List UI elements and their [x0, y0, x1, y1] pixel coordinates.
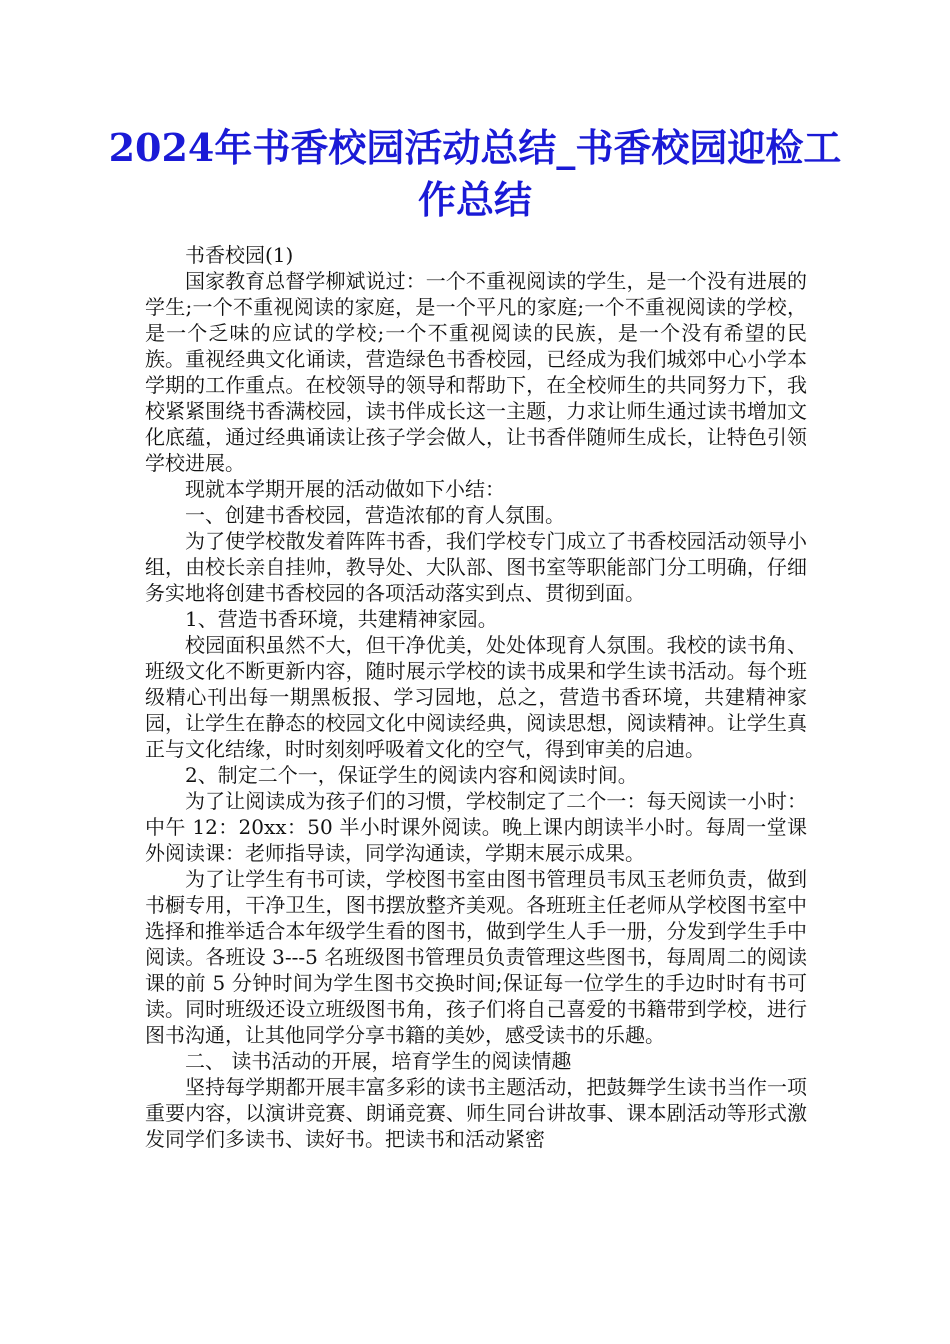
subsection-heading: 1、营造书香环境，共建精神家园。: [185, 607, 498, 631]
paragraph: 为了使学校散发着阵阵书香，我们学校专门成立了书香校园活动领导小组，由校长亲自挂帅，教导处、大队部、图书室等职能部门分工明确，仔细务实地将创建书香校园的各项活动落实到点、贯彻到面。: [145, 529, 807, 605]
paragraph: 校园面积虽然不大，但干净优美，处处体现育人氛围。我校的读书角、班级文化不断更新内容，随时展示学校的读书成果和学生读书活动。每个班级精心刊出每一期黑板报、学习园地，总之，营造书香环境，共建精神家园，让学生在静态的校园文化中阅读经典，阅读思想，阅读精神。让学生真正与文化结缘，时时刻刻呼吸着文化的空气，得到审美的启迪。: [145, 633, 807, 761]
paragraph: 为了让阅读成为孩子们的习惯，学校制定了二个一：每天阅读一小时：中午 12：20xx：50 半小时课外阅读。晚上课内朗读半小时。每周一堂课外阅读课：老师指导读，同学沟通读，学期末展示成果。: [145, 789, 807, 865]
paragraph: 坚持每学期都开展丰富多彩的读书主题活动，把鼓舞学生读书当作一项重要内容，以演讲竞赛、朗诵竞赛、师生同台讲故事、课本剧活动等形式激发同学们多读书、读好书。把读书和活动紧密: [145, 1075, 807, 1151]
paragraph: 为了让学生有书可读，学校图书室由图书管理员韦凤玉老师负责，做到书橱专用，干净卫生，图书摆放整齐美观。各班班主任老师从学校图书室中选择和推举适合本年级学生看的图书，做到学生人手一册，分发到学生手中阅读。各班设 3---5 名班级图书管理员负责管理这些图书，每周周二的阅读课的前 5 分钟时间为学生图书交换时间;保证每一位学生的手边时时有书可读。同时班级还设立班级图书角，孩子们将自己喜爱的书籍带到学校，进行图书沟通，让其他同学分享书籍的美妙，感受读书的乐趣。: [145, 867, 807, 1047]
subsection-heading: 2、制定二个一，保证学生的阅读内容和阅读时间。: [185, 763, 638, 787]
document-body: [145, 242, 807, 1152]
paragraph: 现就本学期开展的活动做如下小结：: [185, 477, 505, 501]
paragraph: 书香校园(1): [185, 243, 294, 267]
section-heading: 二、 读书活动的开展，培育学生的阅读情趣: [185, 1049, 572, 1073]
document-title: 2024年书香校园活动总结_书香校园迎检工作总结: [108, 125, 842, 222]
paragraph: 国家教育总督学柳斌说过：一个不重视阅读的学生，是一个没有进展的学生;一个不重视阅读的家庭，是一个平凡的家庭;一个不重视阅读的学校，是一个乏味的应试的学校;一个不重视阅读的民族，是一个没有希望的民族。重视经典文化诵读，营造绿色书香校园，已经成为我们城郊中心小学本学期的工作重点。在校领导的领导和帮助下，在全校师生的共同努力下，我校紧紧围绕书香满校园，读书伴成长这一主题，力求让师生通过读书增加文化底蕴，通过经典诵读让孩子学会做人，让书香伴随师生成长，让特色引领学校进展。: [145, 269, 807, 475]
section-heading: 一、创建书香校园，营造浓郁的育人氛围。: [185, 503, 565, 527]
